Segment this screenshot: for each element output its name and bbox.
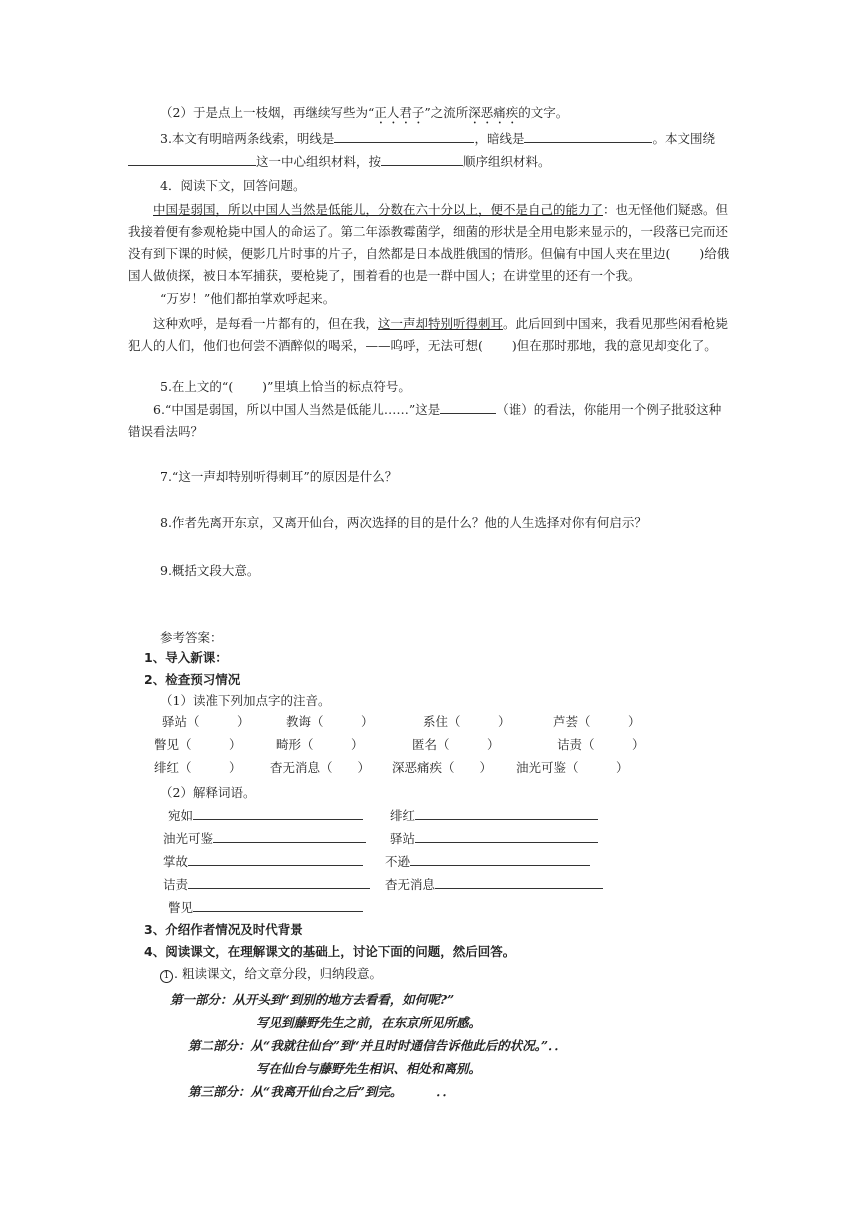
pinyin-item: 瞥见（ ）: [154, 737, 242, 752]
q6-text-a: 6.“中国是弱国，所以中国人当然是低能儿……”这是: [153, 402, 441, 417]
blank-field[interactable]: [524, 130, 652, 143]
term-row: [385, 876, 603, 894]
underlined-sentence: 中国是弱国，所以中国人当然是低能儿，分数在六十分以上，便不是自己的能力了: [153, 202, 604, 217]
question-3-line-2: [128, 153, 551, 171]
term-label: 诘责: [163, 877, 189, 892]
term-answer-field[interactable]: [193, 899, 363, 912]
part-2-heading: 第二部分：从“我就往仙台”到“并且时时通信告诉他此后的状况。”．．: [188, 1038, 567, 1053]
term-row: [163, 876, 370, 894]
pinyin-item: 匿名（ ）: [412, 737, 500, 752]
q3-text-a: 3.本文有明暗两条线索，明线是: [160, 131, 335, 146]
term-label: 不逊: [385, 854, 411, 869]
underlined-phrase: 这一声却特别听得刺耳: [378, 316, 504, 331]
term-row: [168, 899, 363, 917]
term-answer-field[interactable]: [213, 830, 366, 843]
term-row: [385, 853, 590, 871]
term-row: [163, 853, 363, 871]
subsection-4-1-text: . 粗读课文，给文章分段，归纳段意。: [174, 966, 382, 981]
q2-dotted-term-2: 深恶痛疾: [468, 105, 519, 120]
pinyin-item: 绯红（ ）: [154, 760, 242, 775]
part-3-heading: [188, 1083, 455, 1101]
blank-field[interactable]: [381, 153, 463, 166]
term-answer-field[interactable]: [415, 830, 598, 843]
term-label: 宛如: [168, 808, 194, 823]
passage-text: ：也无怪他们疑惑。但我接着便有参观枪毙中国人的命运了。第二年添教霉菌学，细菌的形状是全用电影来显示的，一段落已完而还没有到下课的时候，便影几片时事的片子，自然都是日本战胜俄国的情形。但偏有中国人夹在里边( )给俄国人做侦探，被日本军捕获，要枪毙了，围着看的也是一群中国人；在讲堂里的还有一个我。: [128, 202, 730, 283]
term-label: 油光可鉴: [163, 831, 214, 846]
part-1-summary: 写见到藤野先生之前，在东京所见所感。: [256, 1015, 482, 1030]
blank-field[interactable]: [334, 130, 474, 143]
question-3-line-1: [160, 130, 715, 148]
term-label: 绯红: [390, 808, 416, 823]
pinyin-item: 深恶痛疾（ ）: [392, 760, 493, 775]
circled-number: 1: [160, 970, 173, 983]
question-4: 4．阅读下文，回答问题。: [160, 178, 306, 193]
section-1-heading: 1、导入新课：: [144, 650, 228, 665]
term-row: [390, 807, 598, 825]
question-7: 7.“这一声却特别听得刺耳”的原因是什么？: [160, 469, 398, 484]
pinyin-item: 系住（ ）: [423, 714, 511, 729]
answers-title: 参考答案：: [160, 630, 223, 645]
pinyin-item: 芦荟（ ）: [553, 714, 641, 729]
term-label: 瞥见: [168, 900, 194, 915]
passage-paragraph-3: [128, 313, 732, 357]
subsection-2-2: （2）解释词语。: [160, 785, 256, 800]
part-3-tail: ．．: [436, 1084, 455, 1099]
subsection-2-1: （1）读准下列加点字的注音。: [160, 693, 331, 708]
q2-post: ”之流所: [424, 105, 469, 120]
q2-dotted-term: 正人君子: [374, 105, 425, 120]
q2-post-2: 的文字。: [518, 105, 569, 120]
pinyin-item: 诘责（ ）: [557, 737, 645, 752]
pinyin-item: 畸形（ ）: [276, 737, 364, 752]
term-row: [163, 830, 366, 848]
pinyin-item: 驿站（ ）: [162, 714, 250, 729]
passage-text: 。此后回到中国来，我看见那些闲看枪毙犯人的人们，他们也何尝不酒醉似的喝采，——呜呼，无法可想( )但在那时那地，我的意见却变化了。: [128, 316, 729, 353]
q3-text-e: 顺序组织材料。: [463, 154, 551, 169]
pinyin-item: 杳无消息（ ）: [270, 760, 371, 775]
term-label: 杳无消息: [385, 877, 436, 892]
pinyin-item: 教诲（ ）: [286, 714, 374, 729]
term-answer-field[interactable]: [435, 876, 603, 889]
blank-field[interactable]: [128, 153, 256, 166]
question-6: [128, 399, 732, 443]
q6-text-b: （谁）的看法，你能用一个例子批驳这种错误看法吗？: [128, 402, 722, 439]
subsection-4-1: [160, 965, 382, 983]
term-label: 掌故: [163, 854, 189, 869]
q2-pre: （2）于是点上一枝烟，再继续写些为“: [160, 105, 375, 120]
pinyin-item: 油光可鉴（ ）: [516, 760, 629, 775]
passage-paragraph-2: “万岁！”他们都拍掌欢呼起来。: [160, 291, 336, 306]
term-row: [168, 807, 363, 825]
term-answer-field[interactable]: [415, 807, 598, 820]
question-8: 8.作者先离开东京，又离开仙台，两次选择的目的是什么？他的人生选择对你有何启示？: [160, 515, 647, 530]
passage-text: 这种欢呼，是每看一片都有的，但在我，: [153, 316, 379, 331]
blank-field[interactable]: [440, 401, 496, 414]
part-3-text: 第三部分：从“我离开仙台之后”到完。: [188, 1084, 397, 1099]
section-3-heading: 3、介绍作者情况及时代背景: [144, 922, 303, 937]
term-label: 驿站: [390, 831, 416, 846]
term-answer-field[interactable]: [410, 853, 590, 866]
q3-text-b: ，暗线是: [474, 131, 525, 146]
question-5: 5.在上文的“( )”里填上恰当的标点符号。: [160, 379, 411, 394]
q3-text-d: 这一中心组织材料，按: [256, 154, 382, 169]
term-row: [390, 830, 598, 848]
section-4-heading: 4、阅读课文，在理解课文的基础上，讨论下面的问题，然后回答。: [144, 944, 516, 959]
question-2-line: [160, 104, 568, 127]
part-1-heading: 第一部分：从开头到“到别的地方去看看，如何呢?”: [170, 992, 455, 1007]
section-2-heading: 2、检查预习情况: [144, 672, 241, 687]
passage-paragraph-1: [128, 199, 732, 287]
term-answer-field[interactable]: [188, 853, 363, 866]
part-2-summary: 写在仙台与藤野先生相识、相处和离别。: [256, 1061, 482, 1076]
question-9: 9.概括文段大意。: [160, 563, 260, 578]
q3-text-c: 。本文围绕: [652, 131, 715, 146]
term-answer-field[interactable]: [193, 807, 363, 820]
term-answer-field[interactable]: [188, 876, 370, 889]
